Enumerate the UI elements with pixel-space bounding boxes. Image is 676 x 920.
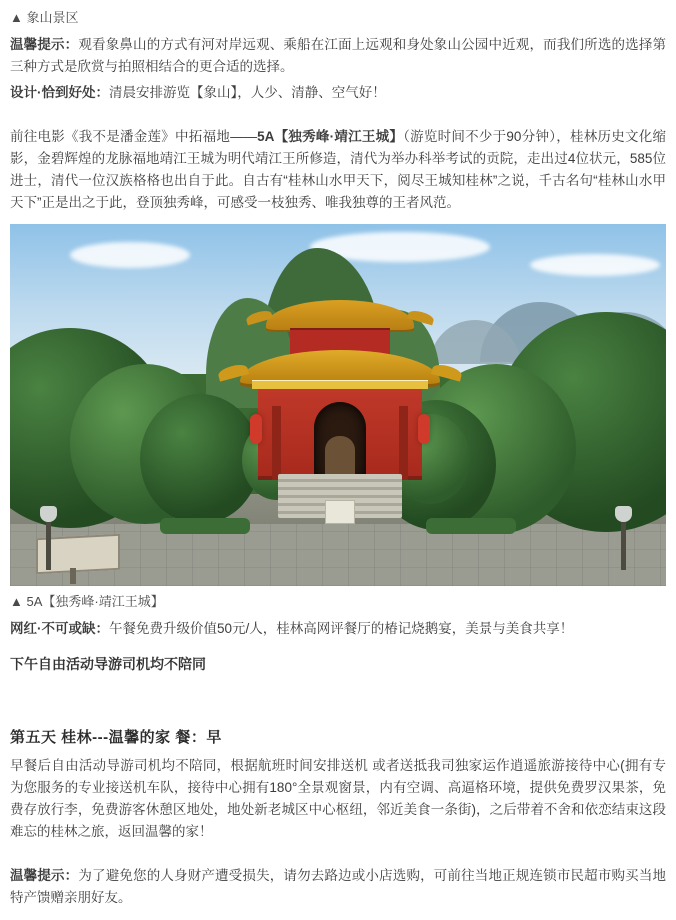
spacer xyxy=(10,708,666,726)
pillar xyxy=(399,406,408,480)
roof-main xyxy=(240,350,440,384)
film-pre-text: 前往电影《我不是潘金莲》中拓福地—— xyxy=(10,129,258,144)
wanghong-label: 网红·不可或缺： xyxy=(10,621,109,636)
gate-archway xyxy=(314,402,366,480)
decorative-beam xyxy=(252,380,428,389)
street-lamp xyxy=(621,518,626,570)
day-5-heading: 第五天 桂林---温馨的家 餐：早 xyxy=(10,729,222,746)
pillar xyxy=(272,406,281,480)
caption-xiangshan xyxy=(10,8,666,28)
paragraph-tip-1 xyxy=(10,34,666,78)
spacer xyxy=(10,108,666,126)
tip-2-text: 为了避免您的人身财产遭受损失，请勿去路边或小店选购，可前往当地正规连锁市民超市购买当地特产馈赠亲朋好友。 xyxy=(10,868,667,905)
photo-jingjiang-princes-city xyxy=(10,224,666,586)
caption-duxiufeng xyxy=(10,592,666,612)
spacer xyxy=(10,644,666,654)
design-label: 设计·恰到好处： xyxy=(10,85,109,100)
design-text: 清晨安排游览【象山】，人少、清静、空气好！ xyxy=(109,85,386,100)
afternoon-note: 下午自由活动导游司机均不陪同 xyxy=(10,656,206,672)
caption-xiangshan-text: ▲ 象山景区 xyxy=(10,10,79,25)
cloud-shape xyxy=(530,254,660,276)
day-5-body: 早餐后自由活动导游司机均不陪同，根据航班时间安排送机 或者送抵我司独家运作逍遥旅游接待中心(拥有专为您服务的专业接送机车队，接待中心拥有180°全景观窗景，内有空调、高逼格环境，提供免费罗汉果茶，免费存放行李，免费游客休憩区地处，地处新老城区中心枢纽，邻近美食一条街)，之后带着不舍和依恋结束这段难忘的桂林之旅，返回温馨的家！ xyxy=(10,758,666,839)
lantern xyxy=(418,414,430,444)
paragraph-film-site xyxy=(10,126,666,214)
sign-post xyxy=(70,568,76,584)
roof-upper xyxy=(266,300,414,330)
paragraph-wanghong xyxy=(10,618,666,640)
caption-duxiufeng-text: ▲ 5A【独秀峰·靖江王城】 xyxy=(10,594,164,609)
lantern xyxy=(250,414,262,444)
street-lamp xyxy=(46,518,51,570)
gate-building xyxy=(232,294,448,530)
tip-1-label: 温馨提示： xyxy=(10,37,79,52)
spacer xyxy=(10,847,666,865)
paragraph-tip-2 xyxy=(10,865,666,909)
paragraph-design xyxy=(10,82,666,104)
film-post-text: （游览时间不少于90分钟），桂林历史文化缩影，金碧辉煌的龙脉福地靖江王城为明代靖江王所修造，清代为举办科举考试的贡院，走出过4位状元，585位进士，清代一位汉族格格也出自于此。自古有“桂林山水甲天下，阅尽王城知桂林”之说，千古名句“桂林山水甲天下”正是出之于此，登顶独秀峰，可感受一枝独秀、唯我独尊的王者风范。 xyxy=(10,129,666,210)
film-attraction-name: 5A【独秀峰·靖江王城】 xyxy=(257,129,404,144)
spacer xyxy=(10,678,666,708)
wanghong-text: 午餐免费升级价值50元/人，桂林高网评餐厅的椿记烧鹅宴，美景与美食共享！ xyxy=(109,621,574,636)
cloud-shape xyxy=(70,242,190,268)
tip-1-text: 观看象鼻山的方式有河对岸远观、乘船在江面上远观和身处象山公园中近观，而我们所选的选择第三种方式是欣赏与拍照相结合的更合适的选择。 xyxy=(10,37,667,74)
stone-stele xyxy=(325,500,355,524)
tip-2-label: 温馨提示： xyxy=(10,868,79,883)
